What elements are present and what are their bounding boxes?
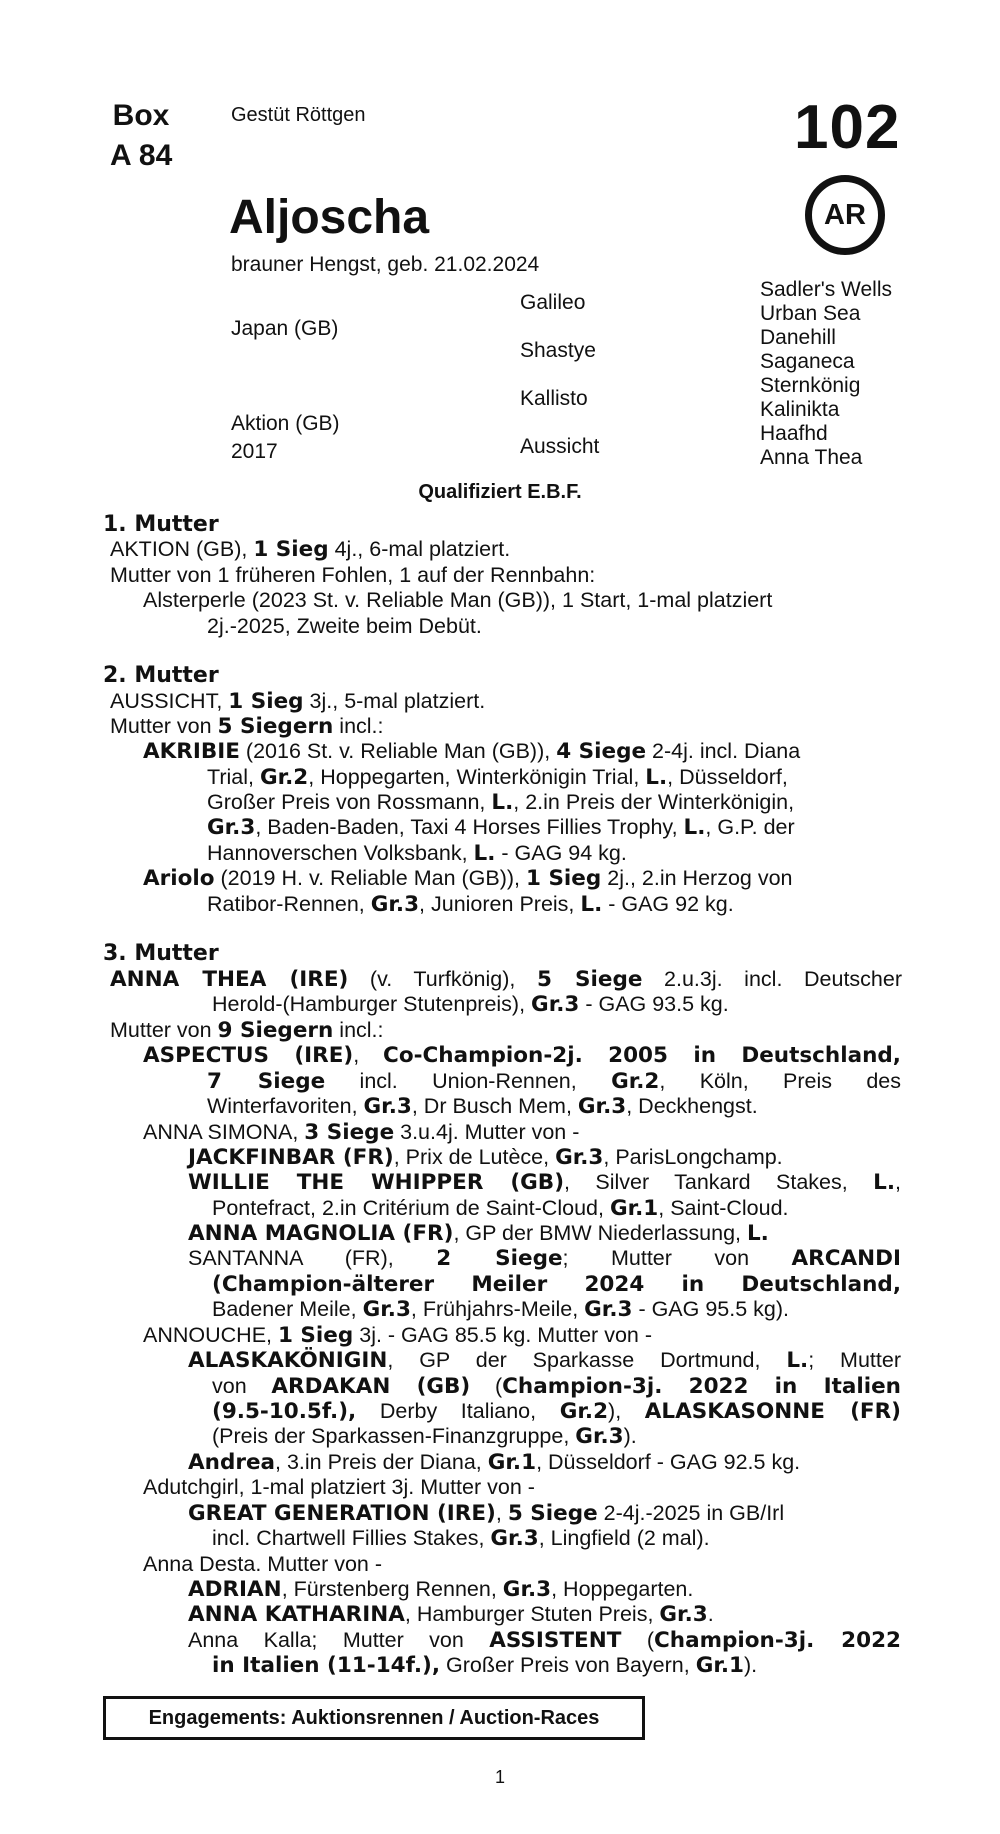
text-segment: , G.P. der [705,815,795,839]
text-segment: (Preis der Sparkassen-Finanzgruppe, [212,1424,576,1448]
text-segment: von [212,1374,272,1398]
text-line [188,1577,693,1602]
text-segment: (2019 H. v. Reliable Man (GB)), [214,866,526,890]
text-segment: 3j. - GAG 85.5 kg. Mutter von - [353,1323,652,1347]
bold-segment: 4 Siege [556,739,647,764]
text-segment: , [495,1501,508,1525]
text-line [207,815,795,840]
text-line [110,689,485,714]
text-segment: Großer Preis von Rossmann, [207,790,492,814]
text-line [188,1628,901,1653]
bold-segment: L. [473,841,496,866]
text-segment: , ParisLongchamp. [603,1145,783,1169]
bold-segment: Gr.3 [659,1602,708,1627]
bold-segment: 7 Siege [207,1069,326,1094]
text-line [207,614,482,639]
text-line [143,1552,382,1577]
text-segment: ; Mutter von [562,1246,792,1270]
bold-segment: 5 Siege [536,967,643,992]
text-line [188,1501,784,1526]
text-segment: Mutter von 1 früheren Fohlen, 1 auf der Rennbahn: [110,563,596,587]
text-segment: , Silver Tankard Stakes, [564,1170,874,1194]
horse-description: brauner Hengst, geb. 21.02.2024 [231,253,540,276]
text-segment: , Lingfield (2 mal). [538,1526,710,1550]
text-segment: , Prix de Lutèce, [393,1145,556,1169]
text-segment: 2-4j.-2025 in GB/Irl [597,1501,785,1525]
text-segment: ). [623,1424,637,1448]
text-line [207,892,734,917]
bold-segment: 1 Sieg [277,1323,354,1348]
text-line [212,1297,789,1322]
bold-segment: ADRIAN [188,1577,282,1602]
bold-segment: Ariolo [143,866,215,891]
bold-segment: Champion-3j. 2022 [653,1628,902,1653]
bold-segment: 5 Siegern [217,714,334,739]
bold-segment: Champion-3j. 2022 in Italien [502,1374,901,1399]
bold-segment: ANNA MAGNOLIA (FR) [188,1221,454,1246]
pedigree-grandparent: Galileo [520,291,586,314]
section-heading [103,512,219,537]
text-line [207,1094,758,1119]
text-segment: , Dr Busch Mem, [411,1094,578,1118]
bold-segment: GREAT GENERATION (IRE) [188,1501,496,1526]
text-segment: Pontefract, 2.in Critérium de Saint-Cloud, [212,1196,610,1220]
text-line [188,1602,714,1627]
text-segment: incl. Chartwell Fillies Stakes, [212,1526,491,1550]
bold-segment: Gr.3 [575,1424,624,1449]
text-segment: Derby Italiano, [356,1399,560,1423]
horse-name: Aljoscha [229,191,430,244]
text-segment: ), [608,1399,645,1423]
pedigree-sire: Japan (GB) [231,317,339,340]
text-segment: ). [744,1653,758,1677]
text-line [110,537,510,562]
text-segment: 2.u.3j. incl. Deutscher [642,967,902,991]
text-segment: , Hoppegarten. [551,1577,694,1601]
text-segment: AKTION (GB), [110,537,254,561]
text-segment: Herold-(Hamburger Stutenpreis), [212,992,532,1016]
pedigree-great-grandparent: Sternkönig [760,374,861,397]
bold-segment: Gr.1 [487,1450,537,1475]
text-segment: ( [621,1628,654,1652]
text-segment: , Baden-Baden, Taxi 4 Horses Fillies Trophy, [255,815,684,839]
bold-segment: L. [491,790,514,815]
bold-segment: ASPECTUS (IRE) [143,1043,354,1068]
text-segment: Mutter von [110,1018,218,1042]
text-line [110,1018,384,1043]
text-segment: , GP der BMW Niederlassung, [453,1221,747,1245]
text-segment: 4j., 6-mal platziert. [328,537,511,561]
text-segment: 2j.-2025, Zweite beim Debüt. [207,614,482,638]
text-segment: ANNOUCHE, [143,1323,278,1347]
text-line [207,790,794,815]
text-segment: - GAG 95.5 kg). [632,1297,789,1321]
page-number: 1 [494,1767,505,1787]
text-segment: ; Mutter [808,1348,901,1372]
bold-segment: Gr.2 [611,1069,660,1094]
bold-segment: Gr.1 [609,1196,659,1221]
box-label: Box [112,99,170,132]
text-line [188,1221,769,1246]
bold-segment: L. [873,1170,895,1195]
pedigree-great-grandparent: Saganeca [760,350,855,373]
bold-segment: ARDAKAN (GB) [271,1374,471,1399]
text-segment: , Junioren Preis, [419,892,581,916]
text-line [188,1145,783,1170]
ar-badge-text: AR [824,198,866,231]
bold-segment: ANNA THEA (IRE) [110,967,349,992]
text-line [207,1069,901,1094]
section-heading [103,663,219,688]
text-segment: , Frühjahrs-Meile, [410,1297,585,1321]
bold-segment: ALASKASONNE (FR) [644,1399,901,1424]
text-segment: Adutchgirl, 1-mal platziert 3j. Mutter von - [143,1475,535,1499]
bold-segment: Gr.3 [502,1577,552,1602]
text-segment: , Düsseldorf, [667,765,788,789]
pedigree-grandparent: Kallisto [520,387,588,410]
bold-segment: 5 Siege [507,1501,598,1526]
text-line [212,1424,637,1449]
text-line [188,1348,901,1373]
text-segment: , 2.in Preis der Winterkönigin, [513,790,795,814]
text-line [212,1399,901,1424]
bold-segment: 3. Mutter [103,941,219,966]
text-segment: , GP der Sparkasse Dortmund, [387,1348,787,1372]
pedigree-great-grandparent: Sadler's Wells [760,278,892,301]
text-segment: Badener Meile, [212,1297,363,1321]
bold-segment: 1 Sieg [228,689,304,714]
text-line [207,841,627,866]
pedigree-grandparent: Aussicht [520,435,600,458]
text-line [110,563,595,588]
bold-segment: WILLIE THE WHIPPER (GB) [188,1170,565,1195]
text-line [188,1450,800,1475]
bold-segment: Andrea [188,1450,276,1475]
bold-segment: L. [786,1348,809,1373]
bold-segment: ALASKAKÖNIGIN [188,1348,388,1373]
text-line [212,1374,901,1399]
ar-badge-icon [805,175,885,255]
bold-segment: 1 Sieg [526,866,602,891]
text-segment: incl.: [333,1018,384,1042]
text-line [212,1653,757,1678]
bold-segment: L. [580,892,603,917]
text-segment: Großer Preis von Bayern, [440,1653,696,1677]
text-line [110,967,902,992]
bold-segment: L. [645,765,668,790]
text-line [212,1526,710,1551]
bold-segment: 9 Siegern [217,1018,334,1043]
text-segment: - GAG 94 kg. [495,841,627,865]
text-segment: 2j., 2.in Herzog von [601,866,793,890]
text-line [143,588,772,613]
bold-segment: in Italien (11-14f.), [212,1653,440,1678]
bold-segment: Gr.3 [207,815,256,840]
text-line [212,1196,789,1221]
pedigree-great-grandparent: Haafhd [760,422,828,445]
text-segment: Winterfavoriten, [207,1094,364,1118]
text-segment: - GAG 93.5 kg. [579,992,729,1016]
bold-segment: ARCANDI [791,1246,901,1271]
bold-segment: Gr.3 [577,1094,627,1119]
text-segment: , Saint-Cloud. [658,1196,789,1220]
bold-segment: Champion-älterer Meiler 2024 in Deutschland, [221,1272,901,1297]
text-segment: , Düsseldorf - GAG 92.5 kg. [536,1450,801,1474]
qualification-note: Qualifiziert E.B.F. [418,481,582,503]
text-segment: ANNA SIMONA, [143,1120,305,1144]
text-segment: . [707,1602,714,1626]
text-segment: incl. Union-Rennen, [325,1069,612,1093]
text-segment: Mutter von [110,714,218,738]
bold-segment: ( [212,1272,222,1297]
text-segment: SANTANNA (FR), [188,1246,437,1270]
bold-segment: (9.5-10.5f.), [212,1399,357,1424]
bold-segment: Co-Champion-2j. 2005 in Deutschland, [383,1043,901,1068]
text-segment: 3j., 5-mal platziert. [303,689,486,713]
text-line [188,1170,901,1195]
text-segment: Alsterperle (2023 St. v. Reliable Man (GB)), 1 Start, 1-mal platziert [143,588,773,612]
text-line [143,1475,535,1500]
bold-segment: Gr.3 [363,1094,412,1119]
bold-segment: 3 Siege [304,1120,395,1145]
bold-segment: ANNA KATHARINA [188,1602,405,1627]
text-segment: Anna Desta. Mutter von - [143,1552,382,1576]
text-segment: , Hoppegarten, Winterkönigin Trial, [308,765,646,789]
bold-segment: ASSISTENT [489,1628,622,1653]
bold-segment: AKRIBIE [143,739,240,764]
text-line [188,1246,901,1271]
text-segment: Trial, [207,765,260,789]
bold-segment: Gr.3 [490,1526,539,1551]
text-segment: (2016 St. v. Reliable Man (GB)), [239,739,557,763]
box-label-block [110,96,172,176]
engagements-text: Engagements: Auktionsrennen / Auction-Races [148,1706,600,1729]
bold-segment: 2 Siege [436,1246,563,1271]
bold-segment: 1. Mutter [103,512,219,537]
text-segment: Ratibor-Rennen, [207,892,371,916]
text-line [143,1323,652,1348]
text-segment: , Köln, Preis des [659,1069,902,1093]
text-segment: ( [470,1374,503,1398]
text-segment: , [353,1043,384,1067]
text-line [143,1120,579,1145]
text-segment: , Deckhengst. [626,1094,758,1118]
text-segment: , 3.in Preis der Diana, [275,1450,488,1474]
bold-segment: 1 Sieg [253,537,329,562]
pedigree-grandparent: Shastye [520,339,596,362]
bold-segment: L. [683,815,706,840]
section-heading [103,941,219,966]
text-segment: , [895,1170,901,1194]
text-segment: , Fürstenberg Rennen, [281,1577,503,1601]
text-line [212,992,729,1017]
text-line [110,714,384,739]
bold-segment: Gr.2 [259,765,309,790]
pedigree-great-grandparent: Kalinikta [760,398,840,421]
bold-segment: 2. Mutter [103,663,219,688]
bold-segment: Gr.3 [555,1145,604,1170]
text-segment: 2-4j. incl. Diana [646,739,801,763]
box-number: A 84 [110,139,173,172]
bold-segment: Gr.3 [370,892,420,917]
text-segment: incl.: [333,714,384,738]
text-line [207,765,788,790]
text-segment: AUSSICHT, [110,689,229,713]
pedigree-dam-year: 2017 [231,440,278,463]
bold-segment: Gr.1 [695,1653,745,1678]
pedigree-great-grandparent: Anna Thea [760,446,863,469]
text-segment: - GAG 92 kg. [602,892,734,916]
bold-segment: Gr.3 [584,1297,633,1322]
lot-number: 102 [794,93,901,162]
text-line [143,739,800,764]
text-segment: Anna Kalla; Mutter von [188,1628,490,1652]
pedigree-dam: Aktion (GB) [231,412,340,435]
text-segment: 3.u.4j. Mutter von - [394,1120,580,1144]
pedigree-great-grandparent: Urban Sea [760,302,861,325]
bold-segment: Gr.3 [531,992,580,1017]
bold-segment: JACKFINBAR (FR) [188,1145,394,1170]
text-line [212,1272,901,1297]
bold-segment: Gr.3 [362,1297,411,1322]
engagements-box [103,1696,645,1740]
text-segment: , Hamburger Stuten Preis, [404,1602,660,1626]
text-line [143,1043,901,1068]
bold-segment: Gr.2 [559,1399,609,1424]
breeder-name: Gestüt Röttgen [231,104,366,126]
bold-segment: L. [746,1221,769,1246]
text-segment: (v. Turfkönig), [348,967,537,991]
pedigree-great-grandparent: Danehill [760,326,836,349]
text-segment: Hannoverschen Volksbank, [207,841,474,865]
text-line [143,866,793,891]
